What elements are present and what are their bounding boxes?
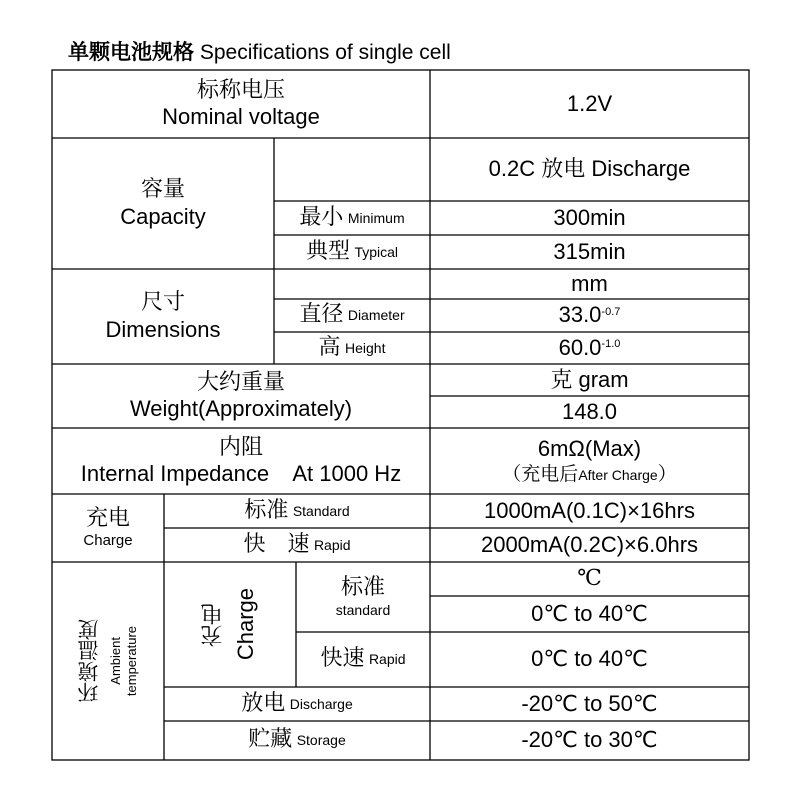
temperature-storage-en: Storage: [296, 732, 346, 749]
temperature-rapid-value: 0℃ to 40℃: [531, 646, 648, 672]
charge-standard-label: [164, 494, 430, 528]
capacity-typ-value: 315min: [553, 238, 626, 264]
charge-label: [52, 494, 164, 562]
impedance-note-close: ）: [657, 462, 677, 485]
charge-standard-en: Standard: [292, 502, 350, 519]
charge-rapid-value: 2000mA(0.2C)×6.0hrs: [480, 531, 699, 557]
weight-label-en: Weight(Approximately): [129, 396, 353, 421]
temperature-storage-value: -20℃ to 30℃: [521, 727, 658, 753]
capacity-label-en: Capacity: [120, 203, 206, 229]
height-label: [274, 332, 430, 364]
nominal-voltage-label-cn: 标称电压: [196, 77, 285, 103]
diameter-label: [274, 299, 430, 332]
height-value-number: 60.0: [558, 334, 602, 360]
capacity-label: [52, 138, 274, 269]
weight-label-cn: 大约重量: [196, 369, 285, 395]
impedance-label-en: Internal Impedance At 1000 Hz: [80, 461, 402, 486]
dimensions-label-cn: 尺寸: [140, 290, 185, 316]
capacity-min-label: [274, 201, 430, 235]
impedance-note: [502, 463, 676, 486]
temperature-charge-cn: 充电: [200, 602, 226, 647]
temperature-standard-en: standard: [335, 601, 391, 618]
capacity-label-cn: 容量: [140, 177, 185, 203]
diameter-tolerance: -0.7: [601, 305, 621, 318]
temperature-storage-label: [164, 721, 430, 760]
impedance-note-open: （充电后: [502, 462, 579, 485]
charge-standard-value: 1000mA(0.1C)×16hrs: [484, 497, 695, 523]
impedance-label-cn: 内阻: [218, 434, 263, 460]
nominal-voltage-label-en: Nominal voltage: [162, 104, 320, 129]
temperature-storage-cn: 贮藏: [248, 727, 293, 753]
temperature-standard-label: [296, 562, 430, 632]
dimensions-label-en: Dimensions: [105, 316, 221, 342]
diameter-cn: 直径: [299, 302, 344, 328]
weight-label: [52, 364, 430, 428]
temperature-standard-cn: 标准: [340, 575, 385, 601]
capacity-typ-label: [274, 235, 430, 269]
impedance-value-cell: [430, 428, 749, 494]
nominal-voltage-value: 1.2V: [566, 90, 613, 116]
temperature-label-en1: Ambient: [108, 637, 123, 685]
capacity-typ-en: Typical: [354, 243, 399, 260]
temperature-label: [52, 562, 164, 760]
diameter-value-number: 33.0: [558, 302, 602, 328]
temperature-discharge-value: -20℃ to 50℃: [521, 690, 658, 716]
capacity-typ-cn: 典型: [305, 238, 350, 264]
weight-unit: 克 gram: [550, 366, 629, 392]
temperature-label-en2: temperature: [123, 625, 139, 697]
temperature-discharge-cn: 放电: [241, 690, 286, 716]
charge-label-cn: 充电: [85, 505, 130, 531]
height-cn: 高: [318, 334, 341, 360]
title-en: Specifications of single cell: [199, 41, 451, 64]
weight-value: 148.0: [561, 398, 618, 424]
impedance-value: 6mΩ(Max): [537, 436, 642, 462]
impedance-note-en: After Charge: [578, 466, 658, 483]
diameter-en: Diameter: [347, 307, 405, 324]
dimensions-unit: mm: [571, 270, 608, 296]
temperature-discharge-en: Discharge: [289, 695, 353, 712]
capacity-min-en: Minimum: [347, 209, 405, 226]
dimensions-label: [52, 269, 274, 364]
temperature-standard-value: 0℃ to 40℃: [531, 600, 648, 626]
title-cn: 单颗电池规格: [68, 40, 194, 64]
nominal-voltage-label: [52, 70, 430, 138]
height-value: [430, 332, 749, 364]
temperature-discharge-label: [164, 687, 430, 721]
temperature-unit: ℃: [577, 565, 602, 591]
charge-rapid-en: Rapid: [313, 536, 351, 553]
temperature-charge-en: Charge: [233, 588, 258, 661]
page-title: [68, 36, 451, 66]
capacity-condition: 0.2C 放电 Discharge: [488, 156, 691, 182]
temperature-rapid-label: [296, 632, 430, 687]
charge-label-en: Charge: [83, 532, 133, 550]
diameter-value: [430, 299, 749, 332]
temperature-rapid-en: Rapid: [368, 651, 406, 668]
impedance-label: [52, 428, 430, 494]
charge-rapid-cn: 快 速: [243, 531, 310, 557]
temperature-charge-label: [164, 562, 296, 687]
temperature-label-cn: 环境温度: [76, 619, 101, 703]
height-tolerance: -1.0: [601, 338, 621, 351]
height-en: Height: [345, 339, 386, 356]
capacity-min-value: 300min: [553, 204, 626, 230]
temperature-rapid-cn: 快速: [320, 646, 365, 672]
capacity-min-cn: 最小: [299, 204, 344, 230]
charge-standard-cn: 标准: [244, 497, 289, 523]
charge-rapid-label: [164, 528, 430, 562]
